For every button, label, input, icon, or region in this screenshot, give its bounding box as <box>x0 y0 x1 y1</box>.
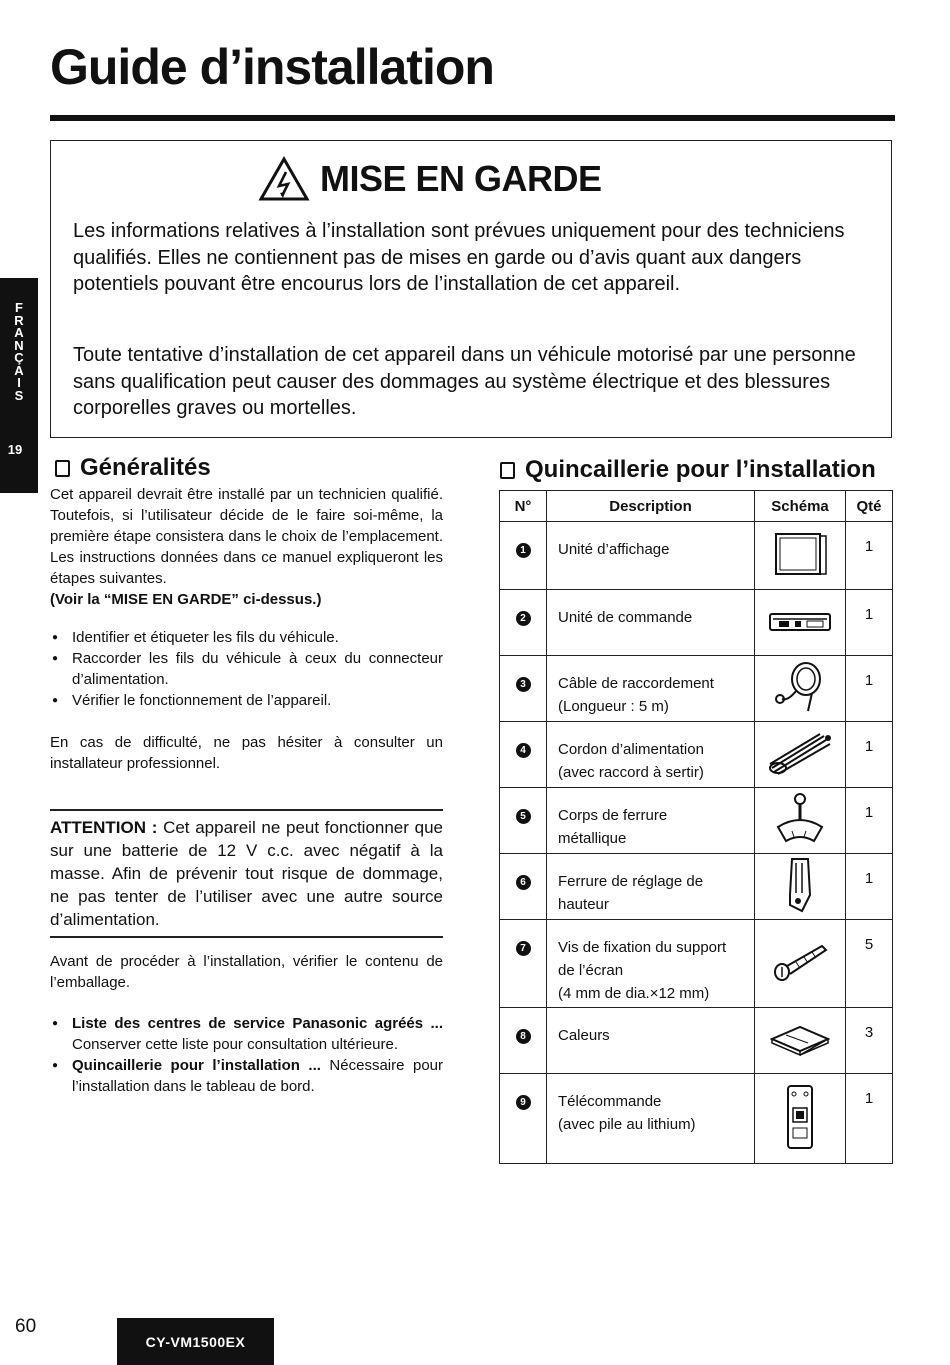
item-number-badge: 9 <box>516 1095 531 1110</box>
item-description-line: de l’écran <box>558 962 624 979</box>
item-description-line: Unité de commande <box>558 609 693 626</box>
item-quantity-cell: 1 <box>846 722 893 788</box>
item-diagram-cell <box>755 656 846 722</box>
table-row <box>500 854 893 920</box>
item-description-line: Unité d’affichage <box>558 541 670 558</box>
list-item-bold: Liste des centres de service Panasonic agréés ... <box>72 1015 443 1032</box>
item-number-cell <box>500 722 547 788</box>
list-item-bold: Quincaillerie pour l’installation ... <box>72 1057 321 1074</box>
item-description-line: Câble de raccordement <box>558 675 714 692</box>
item-description-cell <box>547 1074 755 1164</box>
table-row <box>500 656 893 722</box>
list-item: ● Identifier et étiqueter les fils du véhicule. <box>50 627 443 648</box>
list-item-text: Conserver cette liste pour consultation ultérieure. <box>72 1036 399 1053</box>
item-diagram-cell <box>755 920 846 1008</box>
hardware-heading <box>500 456 876 484</box>
table-row <box>500 590 893 656</box>
side-tab-number: 19 <box>7 442 23 457</box>
cable-icon <box>770 704 830 721</box>
warning-triangle-icon <box>258 156 310 202</box>
side-tab-letter: Ç <box>14 350 24 365</box>
column-header-diagram: Schéma <box>755 491 846 522</box>
attention-rule-top <box>50 809 443 811</box>
item-quantity-cell: 1 <box>846 788 893 854</box>
table-row <box>500 522 893 590</box>
side-tab-letter: S <box>14 387 24 403</box>
item-quantity-cell: 1 <box>846 656 893 722</box>
item-description-line: Vis de fixation du support <box>558 939 727 956</box>
item-description-line: (avec pile au lithium) <box>558 1116 696 1133</box>
item-quantity-cell: 1 <box>846 590 893 656</box>
list-item <box>50 1013 443 1055</box>
item-description-cell <box>547 920 755 1008</box>
table-row <box>500 722 893 788</box>
side-tab-letter: I <box>17 375 21 390</box>
control-unit-icon <box>765 623 835 640</box>
table-row <box>500 1008 893 1074</box>
column-header-number: N° <box>500 491 547 522</box>
item-number-cell <box>500 1074 547 1164</box>
item-diagram-cell <box>755 854 846 920</box>
caution-paragraph-1: Les informations relatives à l’installation sont prévues uniquement pour des techniciens qualifiés. Elles ne contiennent pas de mises en garde ou d’avis quant aux dangers potentiels pouvant être encourus lors de l’installation de cet appareil. <box>73 220 845 295</box>
column-header-description: Description <box>547 491 755 522</box>
screw-icon <box>770 971 830 988</box>
hardware-heading-text: Quincaillerie pour l’installation <box>525 456 876 483</box>
item-diagram-cell <box>755 788 846 854</box>
before-install-text: Avant de procéder à l’installation, vérifier le contenu de l’emballage. <box>50 953 443 991</box>
item-description-line: (4 mm de dia.×12 mm) <box>558 985 710 1002</box>
attention-label: ATTENTION : <box>50 818 158 837</box>
attention-notice <box>50 816 443 931</box>
item-number-badge: 6 <box>516 875 531 890</box>
item-quantity-cell: 1 <box>846 854 893 920</box>
list-item-text: Nécessaire pour l’installation dans le tableau de bord. <box>72 1057 443 1095</box>
table-row <box>500 1074 893 1164</box>
item-diagram-cell <box>755 722 846 788</box>
height-bracket-icon <box>780 902 820 919</box>
item-number-cell <box>500 590 547 656</box>
table-header-row <box>500 491 893 522</box>
attention-rule-bottom <box>50 936 443 938</box>
model-label: CY-VM1500EX <box>117 1318 274 1365</box>
bracket-body-icon <box>770 834 830 851</box>
general-intro-bold: (Voir la “MISE EN GARDE” ci-dessus.) <box>50 591 322 608</box>
general-intro <box>50 484 443 610</box>
title-rule <box>50 115 895 121</box>
page-number: 60 <box>15 1316 37 1337</box>
item-number-badge: 4 <box>516 743 531 758</box>
item-number-badge: 1 <box>516 543 531 558</box>
checkbox-square-icon <box>500 462 515 479</box>
package-contents-list <box>50 1013 443 1097</box>
power-cord-icon <box>764 765 836 782</box>
general-heading-text: Généralités <box>80 454 211 481</box>
item-description-line: Corps de ferrure <box>558 807 668 824</box>
item-description-line: Caleurs <box>558 1027 610 1044</box>
list-item <box>50 1055 443 1097</box>
item-description-line: hauteur <box>558 896 609 913</box>
item-description-line: Télécommande <box>558 1093 662 1110</box>
shim-icon <box>768 1044 832 1061</box>
item-quantity-cell: 3 <box>846 1008 893 1074</box>
item-number-badge: 2 <box>516 611 531 626</box>
item-number-cell <box>500 788 547 854</box>
item-diagram-cell <box>755 590 846 656</box>
item-description-line: (avec raccord à sertir) <box>558 764 704 781</box>
item-number-badge: 3 <box>516 677 531 692</box>
item-quantity-cell: 1 <box>846 522 893 590</box>
side-tab-letter: R <box>14 312 24 328</box>
item-number-badge: 8 <box>516 1029 531 1044</box>
item-description-line: Ferrure de réglage de <box>558 873 704 890</box>
side-tab-letter: A <box>14 362 24 378</box>
item-description-cell <box>547 788 755 854</box>
item-description-cell <box>547 722 755 788</box>
item-number-badge: 7 <box>516 941 531 956</box>
remote-control-icon <box>783 1137 817 1154</box>
table-row <box>500 788 893 854</box>
item-quantity-cell: 1 <box>846 1074 893 1164</box>
item-number-cell <box>500 920 547 1008</box>
item-number-cell <box>500 656 547 722</box>
item-description-cell <box>547 590 755 656</box>
item-description-cell <box>547 522 755 590</box>
table-row <box>500 920 893 1008</box>
item-diagram-cell <box>755 1008 846 1074</box>
item-quantity-cell: 5 <box>846 920 893 1008</box>
item-number-badge: 5 <box>516 809 531 824</box>
caution-title: MISE EN GARDE <box>320 158 602 199</box>
item-description-cell <box>547 1008 755 1074</box>
general-intro-text: Cet appareil devrait être installé par un technicien qualifié. Toutefois, si l’utilisateur décide de le faire soi-même, la première étape consistera dans le choix de l’emplacement. Les instructions données dans ce manuel expliqueront les étapes suivantes. <box>50 486 443 587</box>
list-item: ● Vérifier le fonctionnement de l’appareil. <box>50 690 443 711</box>
item-description-cell <box>547 656 755 722</box>
item-description-cell <box>547 854 755 920</box>
caution-paragraph-2: Toute tentative d’installation de cet appareil dans un véhicule motorisé par une personne sans qualification peut causer des dommages au système électrique et des blessures corporelles graves ou mortelles. <box>73 344 856 419</box>
list-item: ● Raccorder les fils du véhicule à ceux du connecteur d’alimentation. <box>50 648 443 690</box>
item-description-line: Cordon d’alimentation <box>558 741 704 758</box>
hardware-table <box>499 490 893 1164</box>
item-number-cell <box>500 522 547 590</box>
item-number-cell <box>500 854 547 920</box>
item-description-line: métallique <box>558 830 627 847</box>
item-number-cell <box>500 1008 547 1074</box>
item-diagram-cell <box>755 1074 846 1164</box>
item-diagram-cell <box>755 522 846 590</box>
side-tab-letter: A <box>14 325 24 340</box>
general-heading <box>55 454 211 482</box>
general-bullet-list <box>50 627 443 711</box>
checkbox-square-icon <box>55 460 70 477</box>
attention-text: Cet appareil ne peut fonctionner que sur une batterie de 12 V c.c. avec négatif à la masse. Afin de prévenir tout risque de dommage, ne pas tenter de l’utiliser avec une autre source d’alimentation. <box>50 818 443 929</box>
side-tab-letter: F <box>15 300 23 315</box>
side-tab-letter: N <box>14 337 24 353</box>
page-title: Guide d’installation <box>50 39 494 95</box>
side-tab-letters <box>0 278 38 402</box>
item-description-line: (Longueur : 5 m) <box>558 698 669 715</box>
display-unit-icon <box>770 567 830 584</box>
column-header-quantity: Qté <box>846 491 893 522</box>
difficulty-text: En cas de difficulté, ne pas hésiter à consulter un installateur professionnel. <box>50 734 443 772</box>
caution-heading <box>258 157 602 201</box>
language-side-tab <box>0 278 38 493</box>
